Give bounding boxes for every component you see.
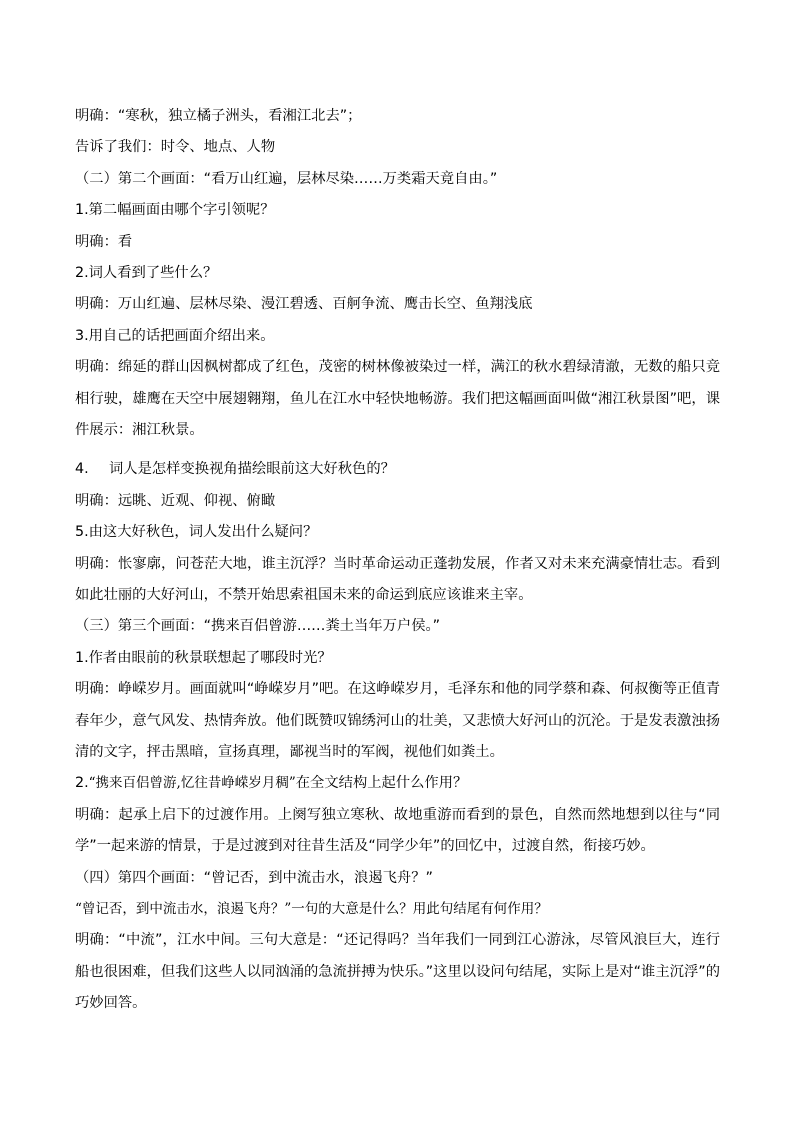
text-line: 告诉了我们：时令、地点、人物	[75, 139, 276, 156]
question-text: 词人是怎样变换视角描绘眼前这大好秋色的？	[109, 461, 395, 478]
question-3: 3.用自己的话把画面介绍出来。	[75, 327, 275, 344]
answer-paragraph: 明确：绵延的群山因枫树都成了红色，茂密的树林像被染过一样，满江的秋水碧绿清澈，无数的船只竞相行驶，雄鹰在天空中展翅翱翔，鱼儿在江水中轻快地畅游。我们把这幅画面叫做“湘江秋景图”吧，课件展示：湘江秋景。	[75, 359, 720, 438]
answer-line: 明确：“寒秋，独立橘子洲头，看湘江北去”；	[75, 108, 362, 124]
spacer	[75, 446, 720, 454]
question-number: 4.	[75, 461, 89, 478]
question-number: 2.	[75, 775, 89, 792]
question-5: 5.由这大好秋色，词人发出什么疑问？	[75, 524, 318, 541]
question-2: 2.词人看到了些什么？	[75, 264, 218, 281]
question-1: 1.作者由眼前的秋景联想起了哪段时光？	[75, 649, 332, 666]
question-1: 1.第二幅画面由哪个字引领呢？	[75, 202, 275, 219]
section-heading-3: （三）第三个画面：“携来百侣曾游……粪土当年万户侯。”	[75, 618, 441, 635]
answer-paragraph: 明确：峥嵘岁月。画面就叫“峥嵘岁月”吧。在这峥嵘岁月，毛泽东和他的同学蔡和森、何叔衡等正值青春年少，意气风发、热情奔放。他们既赞叹锦绣河山的壮美，又悲愤大好河山的沉沦。于是发表激浊扬清的文字，抨击黑暗，宣扬真理，鄙视当时的军阀，视他们如粪土。	[75, 681, 720, 760]
section-heading-2: （二）第二个画面：“看万山红遍，层林尽染……万类霜天竟自由。”	[75, 170, 498, 187]
document-body	[75, 101, 720, 1020]
question-4	[75, 454, 720, 485]
answer-line: 明确：远眺、近观、仰视、俯瞰	[75, 492, 276, 509]
quoted-verse: “携来百侣曾游,忆往昔峥嵘岁月稠”	[88, 775, 296, 792]
answer-line: 明确：万山红遍、层林尽染、漫江碧透、百舸争流、鹰击长空、鱼翔浅底	[75, 296, 533, 313]
question-text: 在全文结构上起什么作用？	[295, 775, 468, 792]
answer-paragraph: 明确：起承上启下的过渡作用。上阕写独立寒秋、故地重游而看到的景色，自然而然地想到以往与“同学”一起来游的情景，于是过渡到对往昔生活及“同学少年”的回忆中，过渡自然，衔接巧妙。	[75, 806, 720, 855]
answer-line: 明确：看	[75, 233, 133, 250]
question-2	[75, 768, 720, 799]
section-heading-4: （四）第四个画面：“曾记否，到中流击水，浪遏飞舟？”	[75, 869, 433, 886]
answer-paragraph: 明确：怅寥廓，问苍茫大地，谁主沉浮？当时革命运动正蓬勃发展，作者又对未来充满豪情壮志。看到如此壮丽的大好河山，不禁开始思索祖国未来的命运到底应该谁来主宰。	[75, 555, 720, 603]
answer-paragraph: 明确：“中流”，江水中间。三句大意是：“还记得吗？当年我们一同到江心游泳，尽管风浪巨大，连行船也很困难，但我们这些人以同汹涌的急流拼搏为快乐。”这里以设问句结尾，实际上是对“谁主沉浮”的巧妙回答。	[75, 932, 720, 1012]
question-quote: “曾记否，到中流击水，浪遏飞舟？”一句的大意是什么？用此句结尾有何作用？	[75, 900, 548, 917]
